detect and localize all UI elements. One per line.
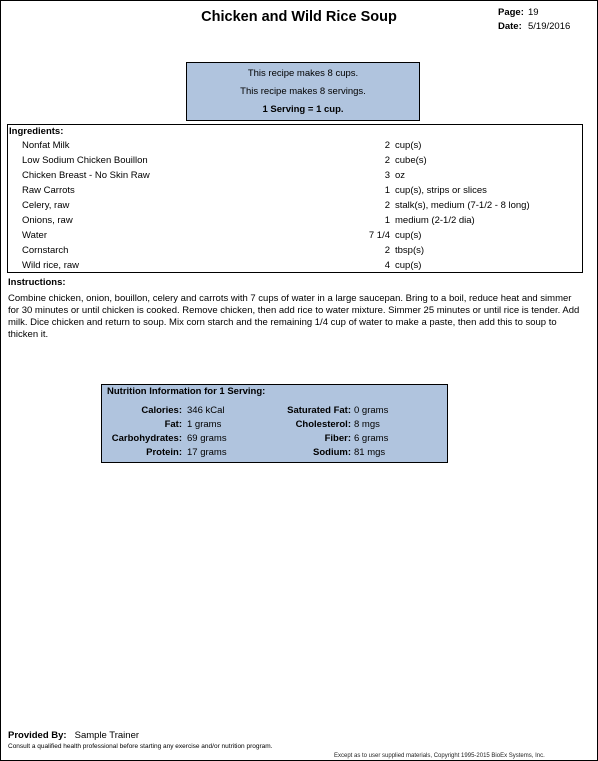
- ingredient-unit: medium (2-1/2 dia): [395, 215, 475, 226]
- ingredient-qty: 4: [384, 260, 390, 271]
- recipe-summary-box: [186, 62, 420, 121]
- ingredient-row: [8, 215, 582, 230]
- nutrition-row: [102, 405, 447, 419]
- provided-by-label: Provided By:: [8, 730, 67, 741]
- ingredient-name: Onions, raw: [22, 215, 73, 226]
- nutrient-value: 346 kCal: [187, 405, 225, 416]
- ingredient-row: [8, 230, 582, 245]
- page-label: Page:: [498, 7, 524, 18]
- ingredient-qty: 1: [384, 215, 390, 226]
- ingredient-unit: cup(s), strips or slices: [395, 185, 487, 196]
- nutrient-value: 69 grams: [187, 433, 227, 444]
- nutrition-box: [101, 384, 448, 463]
- summary-servings: This recipe makes 8 servings.: [240, 86, 366, 97]
- ingredient-row: [8, 260, 582, 275]
- date-label: Date:: [498, 21, 522, 32]
- nutrient-label: Cholesterol:: [295, 419, 351, 430]
- ingredient-unit: cup(s): [395, 140, 422, 151]
- nutrient-label: Protein:: [146, 447, 182, 458]
- ingredient-unit: cup(s): [395, 260, 422, 271]
- nutrient-value: 81 mgs: [354, 447, 386, 458]
- date-value: 5/19/2016: [528, 21, 571, 32]
- nutrition-row: [102, 433, 447, 447]
- ingredient-name: Raw Carrots: [22, 185, 75, 196]
- nutrient-value: 6 grams: [354, 433, 389, 444]
- ingredient-qty: 2: [384, 200, 390, 211]
- nutrient-value: 0 grams: [354, 405, 389, 416]
- ingredient-row: [8, 155, 582, 170]
- copyright-text: Except as to user supplied materials, Copyright 1995-2015 BioEx Systems, Inc.: [334, 753, 545, 759]
- ingredient-qty: 7 1/4: [368, 230, 390, 241]
- ingredient-qty: 1: [384, 185, 390, 196]
- ingredient-name: Water: [22, 230, 47, 241]
- ingredient-qty: 2: [384, 245, 390, 256]
- ingredient-name: Nonfat Milk: [22, 140, 70, 151]
- nutrient-label: Saturated Fat:: [287, 405, 351, 416]
- nutrition-title: Nutrition Information for 1 Serving:: [107, 386, 266, 397]
- provided-by: [8, 730, 139, 741]
- summary-serving-size: 1 Serving = 1 cup.: [262, 104, 344, 115]
- page-meta: [498, 6, 570, 34]
- ingredient-row: [8, 170, 582, 185]
- ingredient-unit: oz: [395, 170, 406, 181]
- ingredient-qty: 3: [384, 170, 390, 181]
- ingredients-box: [7, 124, 583, 273]
- nutrient-value: 1 grams: [187, 419, 222, 430]
- ingredient-row: [8, 245, 582, 260]
- nutrient-label: Fiber:: [324, 433, 351, 444]
- provided-by-value: Sample Trainer: [74, 730, 140, 741]
- nutrient-label: Carbohydrates:: [111, 433, 182, 444]
- nutrient-label: Fat:: [164, 419, 182, 430]
- ingredient-row: [8, 200, 582, 215]
- ingredient-row: [8, 140, 582, 155]
- ingredient-qty: 2: [384, 140, 390, 151]
- instructions-label: Instructions:: [8, 277, 66, 288]
- nutrient-value: 8 mgs: [354, 419, 380, 430]
- instructions-text: Combine chicken, onion, bouillon, celery and carrots with 7 cups of water in a large saucepan. Bring to a boil, reduce heat and simmer for 30 minutes or until chicken is cooked. Remove chicken, then add rice to water mixture. Simmer 25 minutes or until rice is tender. Add milk. Dice chicken and return to soup. Mix corn starch and the remaining 1/4 cup of water to make a paste, then add this to soup to thicken it.: [8, 293, 580, 340]
- ingredient-unit: stalk(s), medium (7-1/2 - 8 long): [395, 200, 530, 211]
- nutrient-value: 17 grams: [187, 447, 227, 458]
- nutrient-label: Calories:: [141, 405, 182, 416]
- ingredient-row: [8, 185, 582, 200]
- ingredient-unit: cup(s): [395, 230, 422, 241]
- nutrient-label: Sodium:: [313, 447, 351, 458]
- summary-cups: This recipe makes 8 cups.: [247, 68, 359, 79]
- ingredient-name: Chicken Breast - No Skin Raw: [22, 170, 150, 181]
- ingredients-label: Ingredients:: [9, 126, 64, 137]
- nutrition-row: [102, 447, 447, 461]
- disclaimer-text: Consult a qualified health professional before starting any exercise and/or nutrition program.: [8, 743, 273, 750]
- ingredient-name: Cornstarch: [22, 245, 69, 256]
- ingredient-unit: cube(s): [395, 155, 427, 166]
- ingredient-name: Low Sodium Chicken Bouillon: [22, 155, 148, 166]
- date-row: [498, 20, 570, 34]
- recipe-title: Chicken and Wild Rice Soup: [201, 9, 397, 25]
- ingredient-name: Wild rice, raw: [22, 260, 80, 271]
- nutrition-row: [102, 419, 447, 433]
- ingredient-name: Celery, raw: [22, 200, 70, 211]
- page-number: 19: [528, 7, 539, 18]
- ingredient-unit: tbsp(s): [395, 245, 425, 256]
- page-number-row: [498, 6, 570, 20]
- ingredient-qty: 2: [384, 155, 390, 166]
